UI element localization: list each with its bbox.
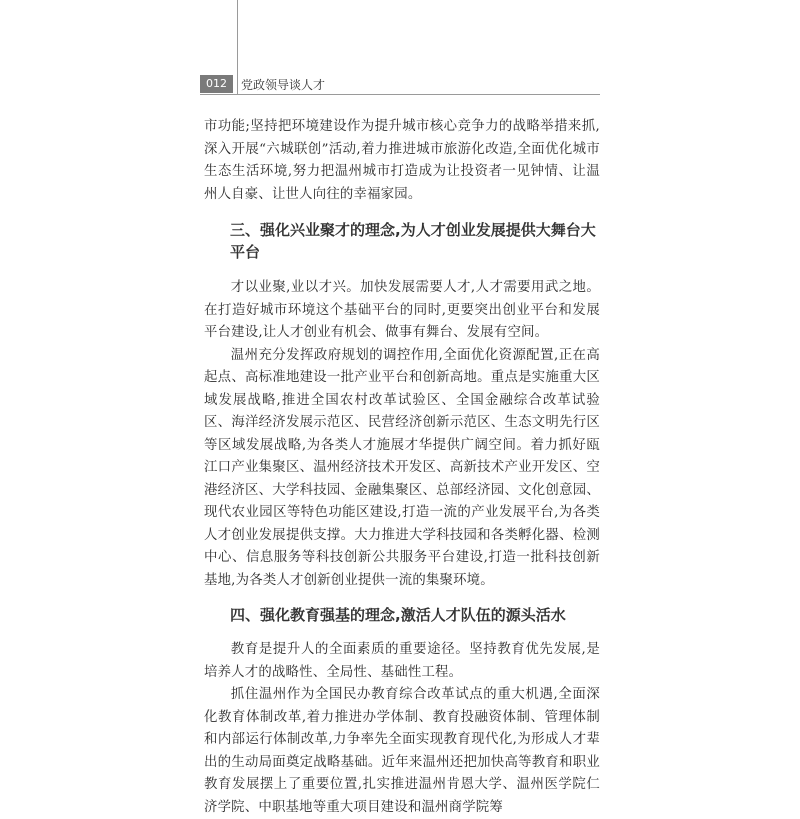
paragraph: 温州充分发挥政府规划的调控作用,全面优化资源配置,正在高起点、高标准地建设一批产业平台和创新高地。重点是实施重大区域发展战略,推进全国农村改革试验区、全国金融综合改革试验区、海洋经济发展示范区、民营经济创新示范区、生态文明先行区等区域发展战略,为各类人才施展才华提供广阔空间。着力抓好瓯江口产业集聚区、温州经济技术开发区、高新技术产业开发区、空港经济区、大学科技园、金融集聚区、总部经济园、文化创意园、现代农业园区等特色功能区建设,打造一流的产业发展平台,为各类人才创业发展提供支撑。大力推进大学科技园和各类孵化器、检测中心、信息服务等科技创新公共服务平台建设,打造一批科技创新基地,为各类人才创新创业提供一流的集聚环境。: [204, 347, 600, 588]
running-header: [200, 74, 325, 94]
page-number: 012: [200, 75, 233, 93]
paragraph: 抓住温州作为全国民办教育综合改革试点的重大机遇,全面深化教育体制改革,着力推进办学体制、教育投融资体制、管理体制和内部运行体制改革,力争率先全面实现教育现代化,为形成人才辈出的生动局面奠定战略基础。近年来温州还把加快高等教育和职业教育发展摆上了重要位置,扎实推进温州肯恩大学、温州医学院仁济学院、中职基地等重大项目建设和温州商学院筹: [204, 687, 600, 815]
section-heading-4: 四、强化教育强基的理念,激活人才队伍的源头活水: [230, 606, 566, 624]
page-body: [204, 116, 600, 819]
paragraph: 教育是提升人的全面素质的重要途径。坚持教育优先发展,是培养人才的战略性、全局性、基础性工程。: [204, 642, 600, 680]
section-heading-3: 三、强化兴业聚才的理念,为人才创业发展提供大舞台大平台: [230, 221, 596, 261]
paragraph-continued: 市功能;坚持把环境建设作为提升城市核心竞争力的战略举措来抓,深入开展“六城联创”活动,着力推进城市旅游化改造,全面优化城市生态生活环境,努力把温州城市打造成为让投资者一见钟情、让温州人自豪、让世人向往的幸福家园。: [204, 119, 600, 202]
paragraph: 才以业聚,业以才兴。加快发展需要人才,人才需要用武之地。在打造好城市环境这个基础平台的同时,更要突出创业平台和发展平台建设,让人才创业有机会、做事有舞台、发展有空间。: [204, 280, 600, 340]
book-title: 党政领导谈人才: [241, 77, 326, 92]
header-rule: [200, 94, 600, 95]
